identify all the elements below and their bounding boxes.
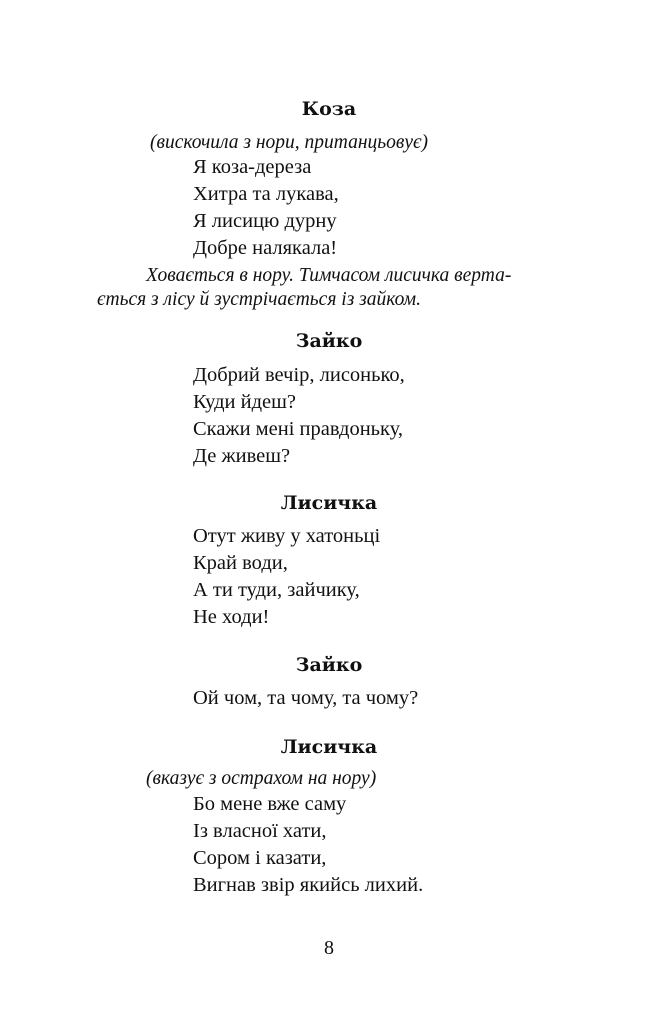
verse-koza bbox=[193, 154, 339, 262]
verse-line: Край води, bbox=[193, 552, 288, 574]
verse-line: А ти туди, зайчику, bbox=[193, 579, 360, 601]
verse-line: Я лисицю дурну bbox=[193, 210, 337, 232]
verse-zaiko-1 bbox=[193, 362, 405, 470]
verse-line: Сором і казати, bbox=[193, 847, 327, 869]
speaker-koza: Коза bbox=[301, 98, 357, 120]
speaker-lysychka: Лисичка bbox=[280, 736, 378, 758]
verse-line: Отут живу у хатоньці bbox=[193, 525, 381, 547]
verse-line: Де живеш? bbox=[193, 445, 291, 467]
verse-line: Не ходи! bbox=[193, 606, 270, 628]
narration-line-1: Ховається в нору. Тимчасом лисичка верта- bbox=[146, 265, 512, 286]
verse-line: Добре налякала! bbox=[193, 237, 338, 259]
verse-line: Вигнав звір якийсь лихий. bbox=[193, 874, 424, 896]
verse-line: Куди йдеш? bbox=[193, 391, 297, 413]
verse-line: Хитра та лукава, bbox=[193, 183, 339, 205]
verse-line: Скажи мені правдоньку, bbox=[193, 418, 404, 440]
verse-zaiko-2 bbox=[193, 685, 418, 712]
verse-line: Бо мене вже саму bbox=[193, 793, 347, 815]
speaker-zaiko: Зайко bbox=[295, 330, 363, 352]
verse-line: Я коза-дереза bbox=[193, 156, 312, 178]
verse-lysychka-2 bbox=[193, 791, 423, 899]
stage-direction-koza: (вискочила з нори, пританцьовує) bbox=[150, 132, 429, 153]
narration-line-2: ється з лісу й зустрічається із зайком. bbox=[97, 289, 421, 310]
verse-line: Ой чом, та чому, та чому? bbox=[193, 687, 419, 709]
speaker-lysychka: Лисичка bbox=[280, 492, 378, 514]
verse-line: Із власної хати, bbox=[193, 820, 327, 842]
stage-direction-lysychka: (вказує з острахом на нору) bbox=[146, 768, 377, 789]
speaker-zaiko: Зайко bbox=[295, 654, 363, 676]
verse-line: Добрий вечір, лисонько, bbox=[193, 364, 405, 386]
verse-lysychka-1 bbox=[193, 523, 380, 631]
page-number: 8 bbox=[324, 937, 334, 959]
